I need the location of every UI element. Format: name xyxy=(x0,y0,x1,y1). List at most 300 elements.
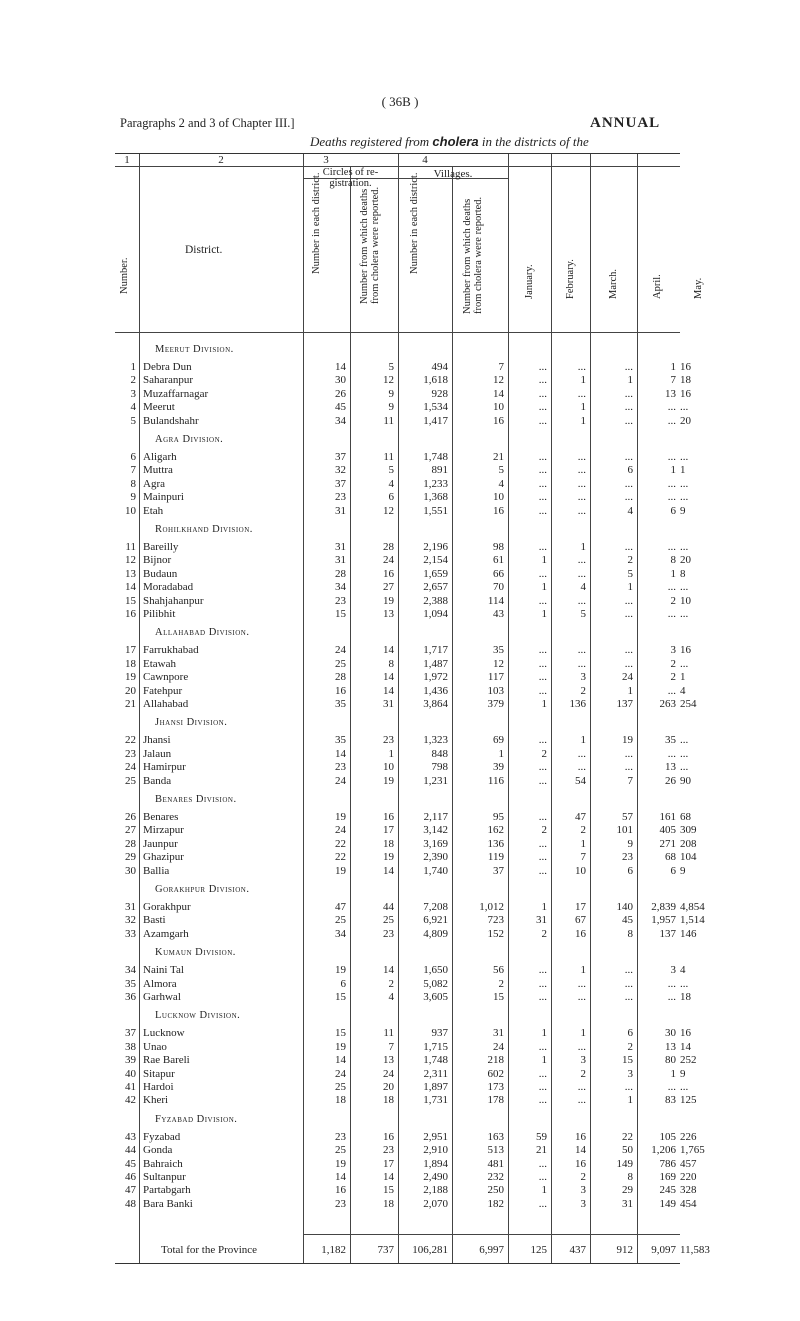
chapter-reference: Paragraphs 2 and 3 of Chapter III.] xyxy=(120,116,295,130)
table-cell: 1 xyxy=(627,684,633,697)
table-cell: 226 xyxy=(680,1130,697,1143)
table-cell: 1 xyxy=(541,698,547,710)
district-name: Unao xyxy=(143,1040,167,1053)
table-cell: ... xyxy=(577,504,586,517)
district-name: Ghazipur xyxy=(143,851,184,864)
row-number: 24 xyxy=(125,761,136,774)
table-cell: 3 xyxy=(580,1184,586,1197)
table-cell: 163 xyxy=(487,1130,504,1143)
district-name: Etah xyxy=(143,504,164,517)
table-cell: 1,233 xyxy=(423,477,448,490)
division-heading: Fyzabad Division. xyxy=(155,1113,238,1125)
subtitle-emphasis: cholera xyxy=(432,134,479,149)
table-cell: 31 xyxy=(335,504,346,517)
table-cell: 69 xyxy=(493,734,504,747)
table-cell: ... xyxy=(538,464,547,477)
table-cell: 16 xyxy=(575,1130,586,1143)
table-cell: 6 xyxy=(388,491,394,504)
table-cell: 454 xyxy=(680,1197,697,1210)
district-name: Rae Bareli xyxy=(143,1054,190,1067)
row-number: 14 xyxy=(125,581,136,594)
table-cell: 11 xyxy=(383,414,394,427)
table-cell: 2 xyxy=(580,824,586,837)
table-cell: ... xyxy=(577,387,586,400)
table-cell: ... xyxy=(538,541,547,553)
table-subtitle xyxy=(310,134,589,150)
table-cell: 9 xyxy=(680,1067,686,1080)
table-cell: 2,311 xyxy=(423,1067,448,1080)
division-heading: Benares Division. xyxy=(155,794,237,805)
table-cell: 35 xyxy=(335,734,346,747)
table-cell: 1 xyxy=(541,1054,547,1067)
table-cell: 6 xyxy=(340,977,346,990)
table-cell: 31 xyxy=(383,698,394,710)
table-cell: 5 xyxy=(627,567,633,580)
february-heading: February. xyxy=(565,259,576,299)
table-cell: 2 xyxy=(388,977,394,990)
row-number: 48 xyxy=(125,1197,136,1210)
table-cell: 178 xyxy=(487,1094,504,1107)
table-cell: 116 xyxy=(487,774,504,787)
table-cell: 3,605 xyxy=(423,991,448,1003)
table-cell: 5 xyxy=(498,464,504,477)
table-cell: 1,231 xyxy=(423,774,448,787)
table-cell: 13 xyxy=(665,761,676,774)
table-cell: 16 xyxy=(680,361,691,373)
table-cell: ... xyxy=(538,594,547,607)
district-name: Almora xyxy=(143,977,177,990)
table-cell: 149 xyxy=(616,1157,633,1170)
row-number: 9 xyxy=(130,491,136,504)
table-cell: 182 xyxy=(487,1197,504,1210)
table-cell: 2 xyxy=(580,1171,586,1183)
table-cell: 25 xyxy=(383,914,394,927)
table-cell: 1 xyxy=(580,414,586,427)
table-cell: 2,951 xyxy=(423,1130,448,1143)
table-cell: 24 xyxy=(622,671,633,684)
table-cell: ... xyxy=(624,977,633,990)
table-cell: 37 xyxy=(335,451,346,463)
table-cell: ... xyxy=(680,491,689,504)
district-name: Fyzabad xyxy=(143,1130,181,1143)
table-cell: 1,659 xyxy=(423,567,448,580)
table-cell: 1,534 xyxy=(423,401,448,414)
district-name: Gorakhpur xyxy=(143,901,191,913)
table-cell: 18 xyxy=(383,1094,394,1107)
table-cell: 1,740 xyxy=(423,864,448,877)
district-name: Farrukhabad xyxy=(143,644,199,657)
table-cell: 47 xyxy=(575,811,586,823)
table-cell: 23 xyxy=(335,761,346,774)
table-cell: 22 xyxy=(335,851,346,864)
table-cell: 2,196 xyxy=(423,541,448,553)
total-cell: 912 xyxy=(616,1244,633,1256)
table-cell: 14 xyxy=(575,1144,586,1157)
table-cell: 24 xyxy=(335,644,346,657)
table-cell: 31 xyxy=(536,914,547,927)
table-cell: 16 xyxy=(680,387,691,400)
division-heading: Lucknow Division. xyxy=(155,1010,241,1022)
table-cell: 31 xyxy=(622,1197,633,1210)
table-cell: 3 xyxy=(580,1197,586,1210)
table-cell: 54 xyxy=(575,774,586,787)
table-cell: 1 xyxy=(541,608,547,620)
table-cell: 1 xyxy=(670,464,676,477)
table-cell: ... xyxy=(680,1081,689,1093)
district-name: Allahabad xyxy=(143,698,189,710)
district-name: Naini Tal xyxy=(143,964,184,977)
row-number: 2 xyxy=(130,374,136,387)
row-number: 36 xyxy=(125,991,136,1003)
table-cell: 19 xyxy=(335,811,346,823)
table-cell: 1 xyxy=(580,734,586,747)
table-cell: 18 xyxy=(383,1197,394,1210)
row-number: 7 xyxy=(130,464,136,477)
table-cell: 14 xyxy=(335,361,346,373)
table-cell: 1,094 xyxy=(423,608,448,620)
row-number: 23 xyxy=(125,747,136,760)
table-cell: 12 xyxy=(493,657,504,670)
table-cell: 19 xyxy=(622,734,633,747)
total-label: Total for the Province xyxy=(161,1244,258,1256)
table-cell: 16 xyxy=(383,1130,394,1143)
table-cell: 8 xyxy=(680,567,686,580)
table-cell: 43 xyxy=(493,608,504,620)
table-cell: 1 xyxy=(498,747,504,760)
table-cell: ... xyxy=(624,594,633,607)
table-cell: 1 xyxy=(580,541,586,553)
table-cell: 14 xyxy=(383,964,394,977)
table-cell: 103 xyxy=(487,684,504,697)
table-cell: ... xyxy=(577,491,586,504)
district-name: Ballia xyxy=(143,864,170,877)
table-cell: 31 xyxy=(335,541,346,553)
table-cell: 3,864 xyxy=(423,698,448,710)
table-cell: 19 xyxy=(335,964,346,977)
table-cell: 31 xyxy=(493,1027,504,1040)
table-cell: 1,012 xyxy=(479,901,504,913)
table-cell: 18 xyxy=(680,374,691,387)
table-cell: 1 xyxy=(670,361,676,373)
district-name: Debra Dun xyxy=(143,361,192,373)
row-number: 5 xyxy=(130,414,136,427)
district-name: Hardoi xyxy=(143,1081,174,1093)
district-name: Aligarh xyxy=(143,451,177,463)
table-cell: 848 xyxy=(431,747,448,760)
table-cell: ... xyxy=(667,491,676,504)
row-number: 22 xyxy=(125,734,136,747)
table-cell: 309 xyxy=(680,824,697,837)
division-heading: Allahabad Division. xyxy=(155,627,250,639)
table-cell: 35 xyxy=(493,644,504,657)
table-cell: 9 xyxy=(627,837,633,850)
row-number: 41 xyxy=(125,1081,136,1093)
table-cell: ... xyxy=(538,567,547,580)
column-rule xyxy=(139,154,140,1263)
table-cell: ... xyxy=(538,491,547,504)
total-cell: 737 xyxy=(377,1244,394,1256)
table-cell: ... xyxy=(680,477,689,490)
table-cell: 17 xyxy=(575,901,586,913)
table-cell: 22 xyxy=(622,1130,633,1143)
division-heading: Rohilkhand Division. xyxy=(155,524,253,535)
row-number: 33 xyxy=(125,927,136,940)
table-cell: 15 xyxy=(493,991,504,1003)
row-number: 25 xyxy=(125,774,136,787)
table-cell: ... xyxy=(538,1081,547,1093)
table-cell: 28 xyxy=(383,541,394,553)
table-cell: 5 xyxy=(388,361,394,373)
table-cell: 1 xyxy=(627,1094,633,1107)
table-cell: 14 xyxy=(383,671,394,684)
table-cell: 6,921 xyxy=(423,914,448,927)
row-number: 29 xyxy=(125,851,136,864)
table-cell: ... xyxy=(680,734,689,747)
district-name: Muzaffarnagar xyxy=(143,387,209,400)
table-cell: 119 xyxy=(487,851,504,864)
table-cell: 16 xyxy=(575,927,586,940)
table-cell: 104 xyxy=(680,851,697,864)
table-cell: 1,436 xyxy=(423,684,448,697)
table-cell: ... xyxy=(680,657,689,670)
district-name: Agra xyxy=(143,477,165,490)
table-cell: 19 xyxy=(335,1157,346,1170)
table-cell: 136 xyxy=(487,837,504,850)
row-number: 20 xyxy=(125,684,136,697)
table-cell: 12 xyxy=(383,504,394,517)
table-cell: 4 xyxy=(680,964,686,977)
cholera-deaths-table xyxy=(115,153,710,1264)
table-cell: 23 xyxy=(335,1130,346,1143)
table-cell: 169 xyxy=(659,1171,676,1183)
row-number: 32 xyxy=(125,914,136,927)
table-cell: 1,897 xyxy=(423,1081,448,1093)
table-cell: ... xyxy=(624,1081,633,1093)
district-name: Basti xyxy=(143,914,166,927)
table-cell: ... xyxy=(538,361,547,373)
table-cell: 220 xyxy=(680,1171,697,1183)
row-number: 3 xyxy=(130,387,136,400)
table-cell: 8 xyxy=(627,1171,633,1183)
table-cell: 37 xyxy=(493,864,504,877)
table-cell: 481 xyxy=(487,1157,504,1170)
circles-deaths-heading: Number from which deaths from cholera were reported. xyxy=(359,186,381,304)
table-cell: 4 xyxy=(580,581,586,594)
table-cell: 2,910 xyxy=(423,1144,448,1157)
row-number: 26 xyxy=(125,811,136,823)
table-cell: ... xyxy=(538,1094,547,1107)
table-cell: ... xyxy=(624,491,633,504)
table-cell: 162 xyxy=(487,824,504,837)
table-cell: 1 xyxy=(680,671,686,684)
table-cell: 16 xyxy=(493,414,504,427)
table-cell: 14 xyxy=(335,1054,346,1067)
table-cell: 25 xyxy=(335,1144,346,1157)
table-cell: 15 xyxy=(335,1027,346,1040)
table-cell: ... xyxy=(538,1171,547,1183)
table-cell: 20 xyxy=(680,554,691,567)
table-cell: 1,368 xyxy=(423,491,448,504)
table-cell: 34 xyxy=(335,414,346,427)
table-cell: 21 xyxy=(493,451,504,463)
table-cell: ... xyxy=(538,864,547,877)
table-cell: ... xyxy=(577,361,586,373)
table-cell: 67 xyxy=(575,914,586,927)
row-number: 27 xyxy=(125,824,136,837)
district-name: Lucknow xyxy=(143,1027,185,1040)
table-cell: 15 xyxy=(335,608,346,620)
total-cell: 6,997 xyxy=(479,1244,504,1256)
table-cell: ... xyxy=(538,684,547,697)
table-cell: 14 xyxy=(680,1040,691,1053)
row-number: 21 xyxy=(125,698,136,710)
table-cell: 152 xyxy=(487,927,504,940)
table-cell: 14 xyxy=(383,1171,394,1183)
table-cell: 18 xyxy=(680,991,691,1003)
table-cell: 23 xyxy=(383,734,394,747)
table-cell: 1 xyxy=(627,581,633,594)
district-name: Mirzapur xyxy=(143,824,184,837)
district-name: Hamirpur xyxy=(143,761,186,774)
row-number: 12 xyxy=(125,554,136,567)
table-cell: ... xyxy=(680,608,689,620)
table-cell: 35 xyxy=(335,698,346,710)
table-cell: 786 xyxy=(659,1157,676,1170)
table-cell: 4,854 xyxy=(680,901,705,913)
table-cell: 232 xyxy=(487,1171,504,1183)
table-cell: 937 xyxy=(431,1027,448,1040)
table-cell: 513 xyxy=(487,1144,504,1157)
table-cell: ... xyxy=(624,541,633,553)
district-name: Saharanpur xyxy=(143,374,194,387)
table-cell: 161 xyxy=(659,811,676,823)
table-cell: ... xyxy=(577,1094,586,1107)
district-name: Moradabad xyxy=(143,581,194,594)
table-cell: 80 xyxy=(665,1054,676,1067)
table-cell: 3 xyxy=(670,964,676,977)
row-number: 30 xyxy=(125,864,136,877)
row-number: 1 xyxy=(130,361,136,373)
row-number: 46 xyxy=(125,1171,136,1183)
row-number: 45 xyxy=(125,1157,136,1170)
table-cell: 6 xyxy=(627,464,633,477)
district-name: Muttra xyxy=(143,464,173,477)
row-number: 47 xyxy=(125,1184,136,1197)
table-cell: 2,117 xyxy=(423,811,448,823)
table-cell: 30 xyxy=(335,374,346,387)
table-cell: ... xyxy=(577,761,586,774)
table-cell: ... xyxy=(667,541,676,553)
table-cell: ... xyxy=(577,747,586,760)
table-cell: 4 xyxy=(627,504,633,517)
table-cell: ... xyxy=(624,451,633,463)
table-cell: 101 xyxy=(616,824,633,837)
table-cell: 16 xyxy=(680,1027,691,1040)
table-cell: 271 xyxy=(659,837,676,850)
table-cell: 9 xyxy=(388,401,394,414)
table-cell: ... xyxy=(538,734,547,747)
table-cell: 83 xyxy=(665,1094,676,1107)
table-cell: 24 xyxy=(335,774,346,787)
number-heading: Number. xyxy=(119,257,130,294)
table-cell: ... xyxy=(667,477,676,490)
table-cell: 90 xyxy=(680,774,691,787)
table-cell: 6 xyxy=(670,504,676,517)
table-cell: 149 xyxy=(659,1197,676,1210)
table-cell: ... xyxy=(624,414,633,427)
table-cell: 2,490 xyxy=(423,1171,448,1183)
district-name: Gonda xyxy=(143,1144,173,1157)
table-cell: 27 xyxy=(383,581,394,594)
district-name: Partabgarh xyxy=(143,1184,191,1197)
table-cell: 59 xyxy=(536,1130,547,1143)
table-cell: 6 xyxy=(670,864,676,877)
table-cell: 1 xyxy=(580,374,586,387)
total-cell: 125 xyxy=(530,1244,547,1256)
table-cell: 8 xyxy=(670,554,676,567)
table-cell: 14 xyxy=(493,387,504,400)
row-number: 28 xyxy=(125,837,136,850)
district-name: Bijnor xyxy=(143,554,172,567)
table-cell: ... xyxy=(624,644,633,657)
table-cell: 10 xyxy=(493,491,504,504)
table-cell: 254 xyxy=(680,698,697,710)
table-cell: 1 xyxy=(670,1067,676,1080)
table-cell: ... xyxy=(538,657,547,670)
table-cell: ... xyxy=(538,761,547,774)
table-cell: 7 xyxy=(627,774,633,787)
row-number: 42 xyxy=(125,1094,136,1107)
row-number: 40 xyxy=(125,1067,136,1080)
table-cell: 218 xyxy=(487,1054,504,1067)
table-cell: 137 xyxy=(616,698,633,710)
table-cell: 70 xyxy=(493,581,504,594)
table-cell: ... xyxy=(538,644,547,657)
table-cell: 1 xyxy=(541,581,547,594)
header-rule xyxy=(115,332,680,333)
table-cell: ... xyxy=(624,401,633,414)
table-cell: 1,417 xyxy=(423,414,448,427)
table-cell: 16 xyxy=(335,684,346,697)
division-heading: Kumaun Division. xyxy=(155,947,236,959)
table-cell: 1,487 xyxy=(423,657,448,670)
table-cell: 19 xyxy=(335,864,346,877)
table-cell: ... xyxy=(538,1197,547,1210)
table-cell: 17 xyxy=(383,824,394,837)
table-cell: 2 xyxy=(627,554,633,567)
division-heading: Jhansi Division. xyxy=(155,717,228,729)
table-cell: 19 xyxy=(383,851,394,864)
table-cell: 1,514 xyxy=(680,914,705,927)
table-cell: ... xyxy=(538,811,547,823)
district-name: Bareilly xyxy=(143,541,179,553)
table-cell: 3 xyxy=(580,671,586,684)
table-cell: 1 xyxy=(541,901,547,913)
table-cell: ... xyxy=(667,991,676,1003)
table-cell: 5 xyxy=(388,464,394,477)
table-cell: 1,650 xyxy=(423,964,448,977)
column-number: 3 xyxy=(323,154,329,166)
table-cell: 5,082 xyxy=(423,977,448,990)
table-cell: 16 xyxy=(383,567,394,580)
table-cell: 6 xyxy=(627,1027,633,1040)
table-cell: 1,717 xyxy=(423,644,448,657)
table-cell: ... xyxy=(680,747,689,760)
row-number: 13 xyxy=(125,567,136,580)
table-cell: 2 xyxy=(670,671,676,684)
table-cell: 1,748 xyxy=(423,1054,448,1067)
table-cell: 68 xyxy=(665,851,676,864)
